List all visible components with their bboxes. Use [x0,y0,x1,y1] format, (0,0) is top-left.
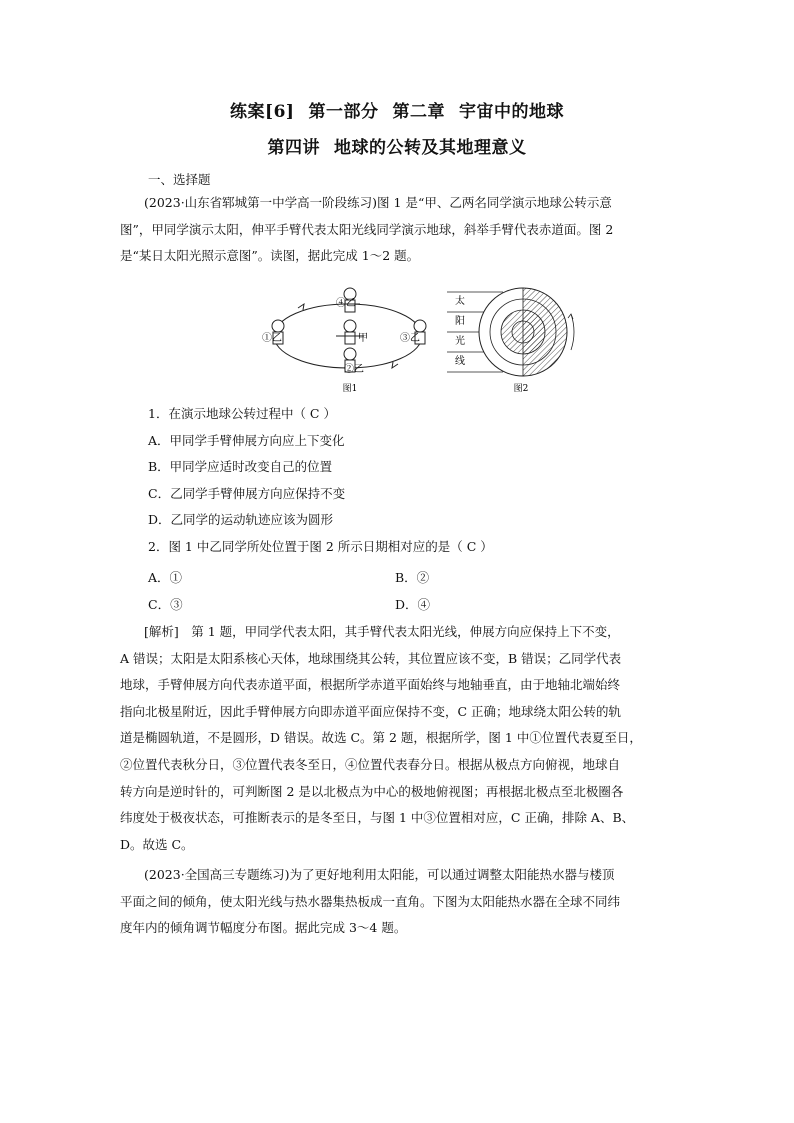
figure-1-orbit-diagram [258,284,438,396]
text-line: A 错误；太阳是太阳系核心天体，地球围绕其公转，其位置应该不变，B 错误；乙同学代表 [120,650,622,666]
text-line: (2023·全国高三专题练习)为了更好地利用太阳能，可以通过调整太阳能热水器与楼顶 [144,867,615,882]
analysis-paragraph [120,619,680,858]
option: B．甲同学应适时改变自己的位置 [148,459,333,475]
text-line: (2023·山东省郓城第一中学高一阶段练习)图 1 是“甲、乙两名同学演示地球公转示意 [144,195,612,210]
text-line: [解析] 第 1 题，甲同学代表太阳，其手臂代表太阳光线，伸展方向应保持上下不变， [144,624,620,639]
text-line: 纬度处于极夜状态，可推断表示的是冬至日，与图 1 中③位置相对应，C 正确，排除 A、B、 [120,810,635,826]
text-line: 图”，甲同学演示太阳，伸平手臂代表太阳光线同学演示地球，斜举手臂代表赤道面。图 2 [120,221,614,237]
intro-paragraph-1 [120,190,680,270]
figure1-label-bottom: ②乙 [344,364,364,375]
text-line: 是“某日太阳光照示意图”。读图，据此完成 1～2 题。 [120,248,420,264]
sun-char: 光 [455,336,465,347]
sun-char: 阳 [455,316,465,327]
intro-paragraph-2 [120,862,680,942]
title-part: 第一部分 [308,102,379,122]
option: D．乙同学的运动轨迹应该为圆形 [148,512,334,528]
figure2-caption: 图2 [513,384,529,394]
sun-char: 太 [455,296,465,307]
text-line: 平面之间的倾角，使太阳光线与热水器集热板成一直角。下图为太阳能热水器在全球不同纬 [120,893,621,909]
figure1-label-center: 甲 [358,333,368,344]
question-stem: 2．图 1 中乙同学所处位置于图 2 所示日期相对应的是（ C ） [148,538,493,554]
figure-2-sunlight-diagram [445,284,580,396]
q2-option-b: B．② [395,570,430,585]
text-line: 度年内的倾角调节幅度分布图。据此完成 3～4 题。 [120,920,407,936]
q2-option-a: A．① [148,570,183,585]
figure1-label-top: ④乙 [336,298,356,309]
figure1-label-left: ①乙 [262,333,282,344]
sun-char: 线 [455,356,465,367]
page-title [0,97,794,122]
figure1-label-right: ③乙 [400,333,420,344]
option: C．乙同学手臂伸展方向应保持不变 [148,485,346,501]
title-part: 宇宙中的地球 [458,102,564,122]
section-label: 一、选择题 [148,172,211,187]
option: A．甲同学手臂伸展方向应上下变化 [148,432,345,448]
title-part: 第二章 [392,102,445,122]
text-line: 地球，手臂伸展方向代表赤道平面，根据所学赤道平面始终与地轴垂直，由于地轴北端始终 [120,677,621,693]
text-line: 指向北极星附近，因此手臂伸展方向即赤道平面应保持不变，C 正确；地球绕太阳公转的轨 [120,703,622,719]
question-1 [148,401,708,561]
page-subtitle [0,133,794,158]
text-line: ②位置代表秋分日，③位置代表冬至日，④位置代表春分日。根据从极点方向俯视，地球自 [120,756,621,772]
question-stem: 1．在演示地球公转过程中（ C ） [148,406,336,421]
title-part: 练案[6] [230,102,295,122]
figure1-caption: 图1 [342,384,358,394]
text-line: D。故选 C。 [120,836,194,852]
subtitle-part: 地球的公转及其地理意义 [334,138,527,158]
subtitle-part: 第四讲 [267,138,320,158]
q2-option-d: D．④ [395,597,431,612]
q2-option-c: C．③ [148,597,183,612]
text-line: 道是椭圆轨道，不是圆形，D 错误。故选 C。第 2 题，根据所学，图 1 中①位置代表夏至日， [120,730,642,746]
text-line: 转方向是逆时针的，可判断图 2 是以北极点为中心的极地俯视图；再根据北极点至北极圈各 [120,783,624,799]
